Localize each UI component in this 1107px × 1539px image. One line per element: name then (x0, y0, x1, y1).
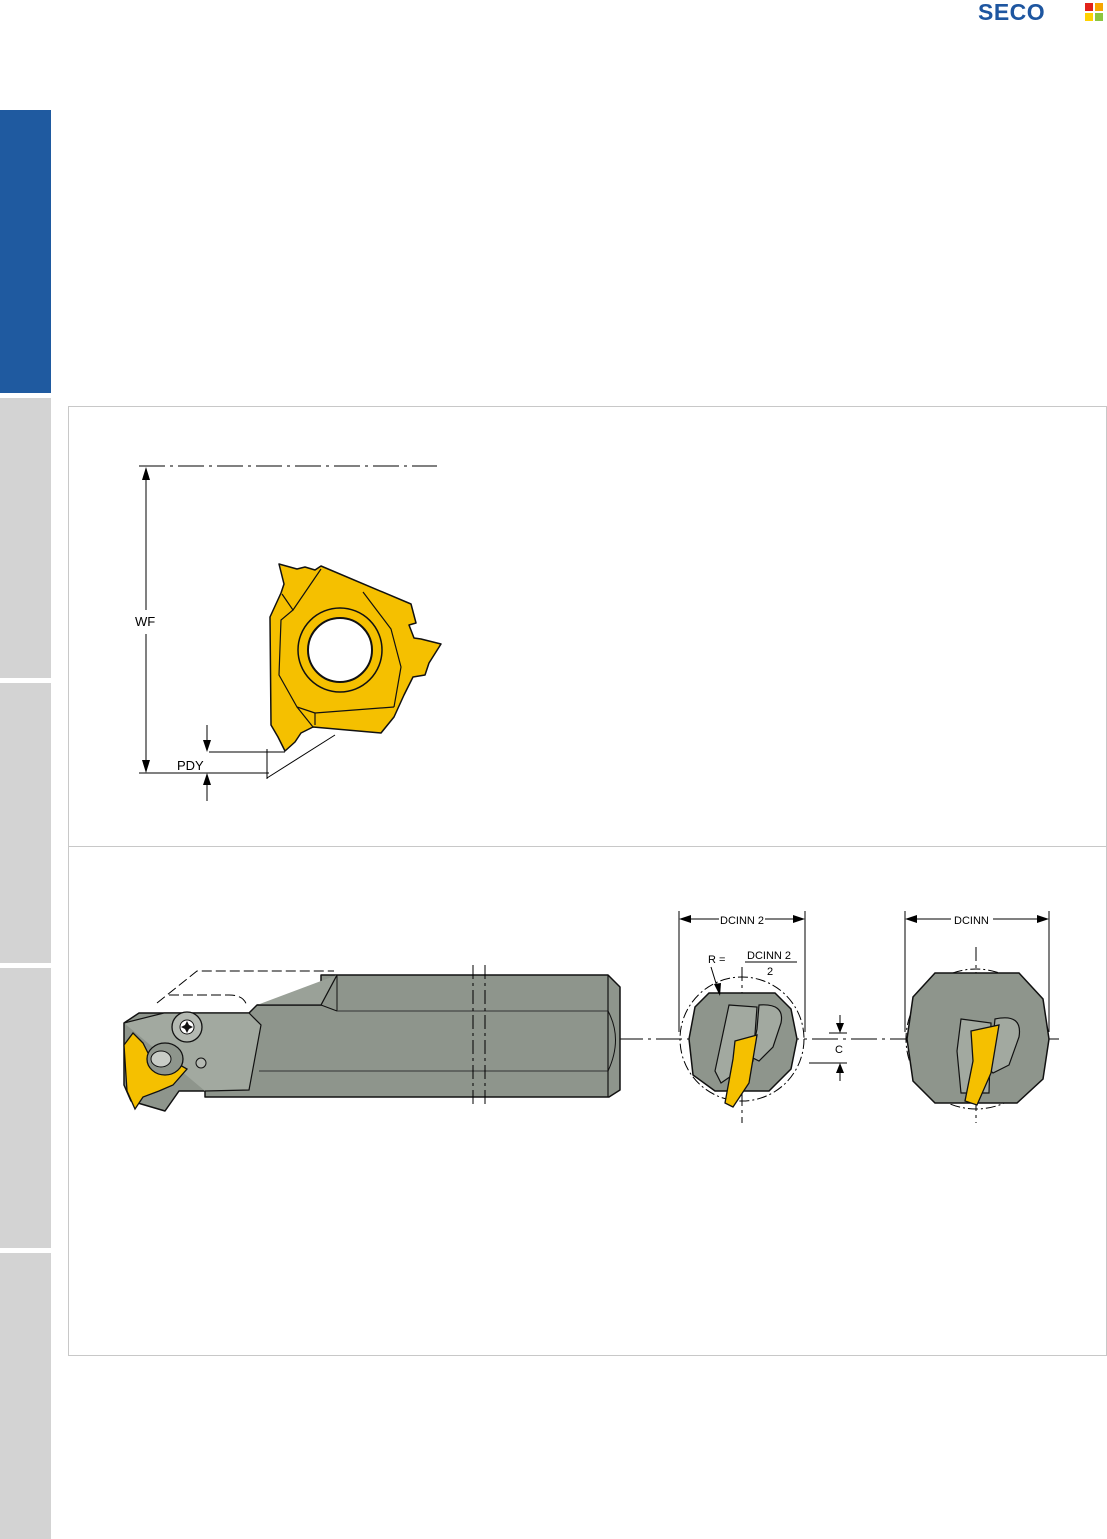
c-label: C (835, 1044, 843, 1056)
holder-drawing (69, 847, 1106, 1355)
seco-logo (978, 0, 1107, 24)
wf-label: WF (135, 614, 156, 629)
side-tab-3[interactable] (0, 683, 51, 963)
logo-text: SECO (978, 0, 1046, 25)
radius-prefix: R = (708, 954, 726, 966)
threading-insert (270, 564, 441, 751)
radius-numerator: DCINN 2 (747, 950, 792, 962)
side-tab-1[interactable] (0, 110, 51, 393)
side-tab-2[interactable] (0, 398, 51, 678)
end-view-dcinn (905, 911, 1049, 1123)
insert-drawing-panel (68, 406, 1107, 847)
pdy-label: PDY (177, 758, 204, 773)
end-view-dcinn2 (679, 911, 847, 1123)
side-tab-4[interactable] (0, 968, 51, 1248)
dcinn-label: DCINN (954, 915, 989, 927)
boring-bar-side-view (124, 965, 620, 1111)
insert-drawing (69, 407, 1106, 846)
dcinn2-label: DCINN 2 (720, 915, 765, 927)
holder-drawing-panel (68, 846, 1107, 1356)
radius-denominator: 2 (767, 966, 774, 978)
logo-color-squares-icon (1085, 3, 1103, 21)
side-tab-5[interactable] (0, 1253, 51, 1539)
